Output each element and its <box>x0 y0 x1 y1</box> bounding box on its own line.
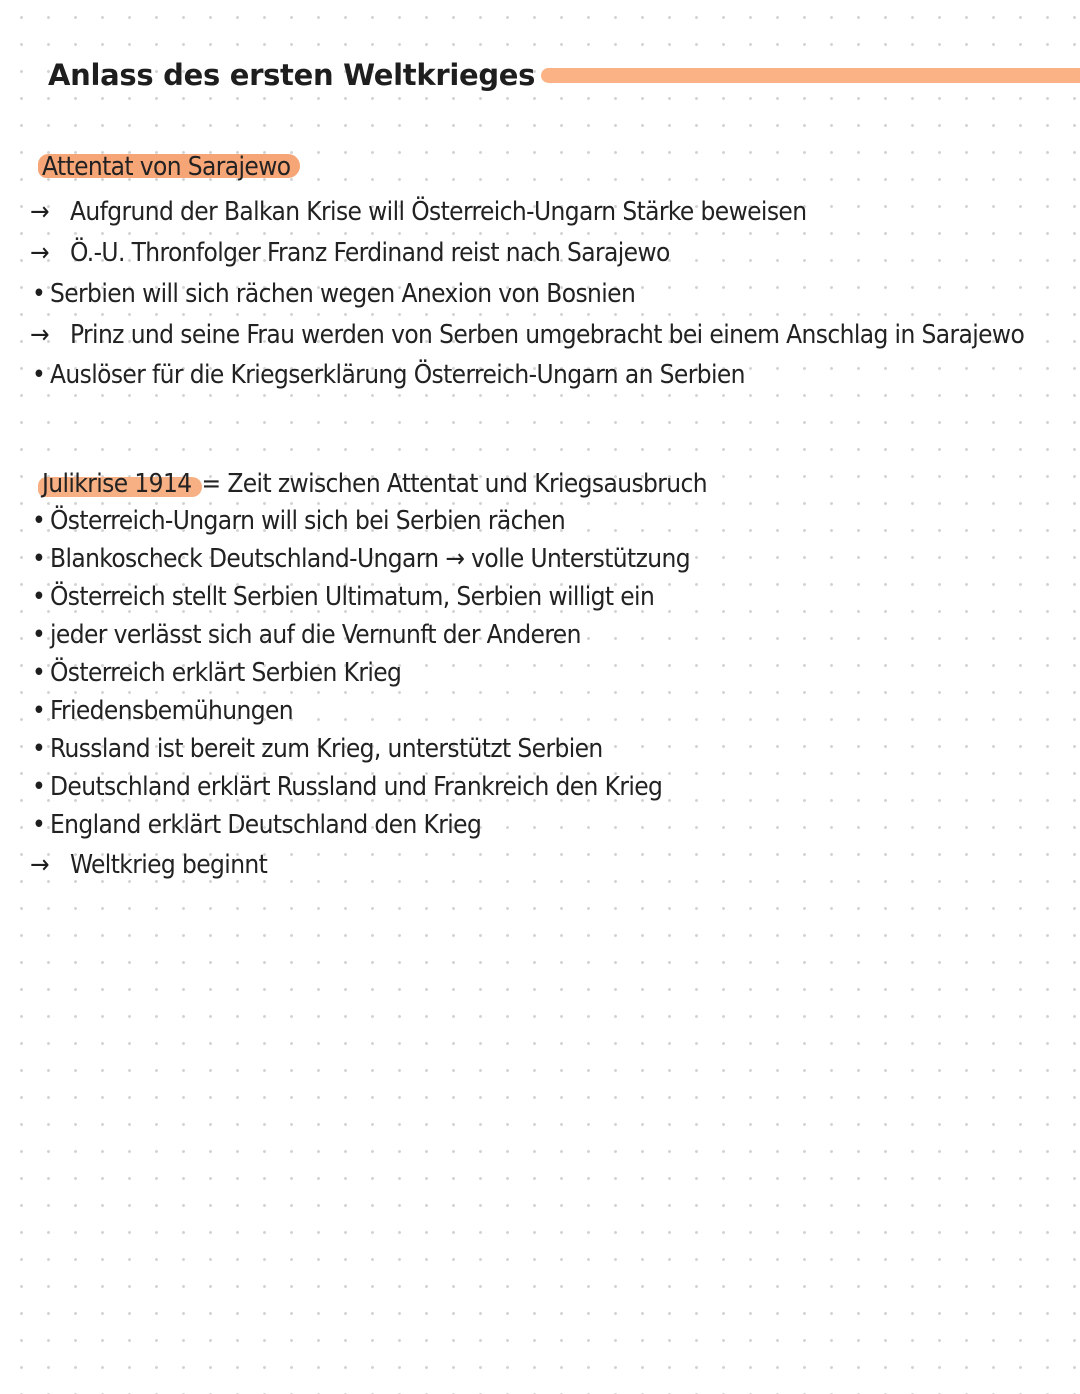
julikrise-heading-line <box>30 466 1060 502</box>
page-title: Anlass des ersten Weltkrieges <box>48 58 536 92</box>
list-item: • Österreich-Ungarn will sich bei Serbien rächen <box>32 506 566 536</box>
bullet-icon: • <box>32 360 46 390</box>
section-attentat <box>30 150 1060 395</box>
list-item: • Friedensbemühungen <box>32 696 293 726</box>
list-item: → Ö.-U. Thronfolger Franz Ferdinand reist nach Sarajewo <box>30 238 670 268</box>
bullet-icon: • <box>32 696 46 726</box>
section-heading-julikrise: Julikrise 1914 <box>40 471 194 497</box>
list-item: • Blankoscheck Deutschland-Ungarn → volle Unterstützung <box>32 544 690 574</box>
list-item: • Österreich erklärt Serbien Krieg <box>32 658 402 688</box>
list-item: → Aufgrund der Balkan Krise will Österreich-Ungarn Stärke beweisen <box>30 196 807 227</box>
title-underline-bar <box>541 68 1080 83</box>
title-row <box>48 52 1080 98</box>
bullet-icon: • <box>32 582 46 612</box>
bullet-icon: • <box>32 810 46 840</box>
list-item: • Deutschland erklärt Russland und Frankreich den Krieg <box>32 772 663 802</box>
arrow-icon: → <box>30 238 50 268</box>
bullet-icon: • <box>32 506 46 536</box>
bullet-icon: • <box>32 658 46 688</box>
bullet-icon: • <box>32 544 46 574</box>
list-item: → Weltkrieg beginnt <box>30 850 268 880</box>
section-heading-attentat: Attentat von Sarajewo <box>40 150 292 186</box>
list-item: → Prinz und seine Frau werden von Serben umgebracht bei einem Anschlag in Sarajewo <box>30 319 1025 350</box>
bullet-icon: • <box>32 772 46 802</box>
list-item: • Österreich stellt Serbien Ultimatum, Serbien willigt ein <box>32 582 655 612</box>
list-item: • jeder verlässt sich auf die Vernunft der Anderen <box>32 620 581 650</box>
list-item: • Russland ist bereit zum Krieg, unterstützt Serbien <box>32 734 603 764</box>
bullet-icon: • <box>32 620 46 650</box>
list-item: • England erklärt Deutschland den Krieg <box>32 810 482 840</box>
list-item: • Auslöser für die Kriegserklärung Österreich-Ungarn an Serbien <box>32 360 745 390</box>
arrow-icon: → <box>30 319 50 350</box>
arrow-icon: → <box>30 850 50 880</box>
bullet-icon: • <box>32 278 46 309</box>
section-julikrise <box>30 466 1060 886</box>
bullet-icon: • <box>32 734 46 764</box>
list-item: • Serbien will sich rächen wegen Anexion von Bosnien <box>32 278 636 309</box>
julikrise-definition: = Zeit zwischen Attentat und Kriegsausbruch <box>201 469 708 499</box>
arrow-icon: → <box>30 196 50 227</box>
